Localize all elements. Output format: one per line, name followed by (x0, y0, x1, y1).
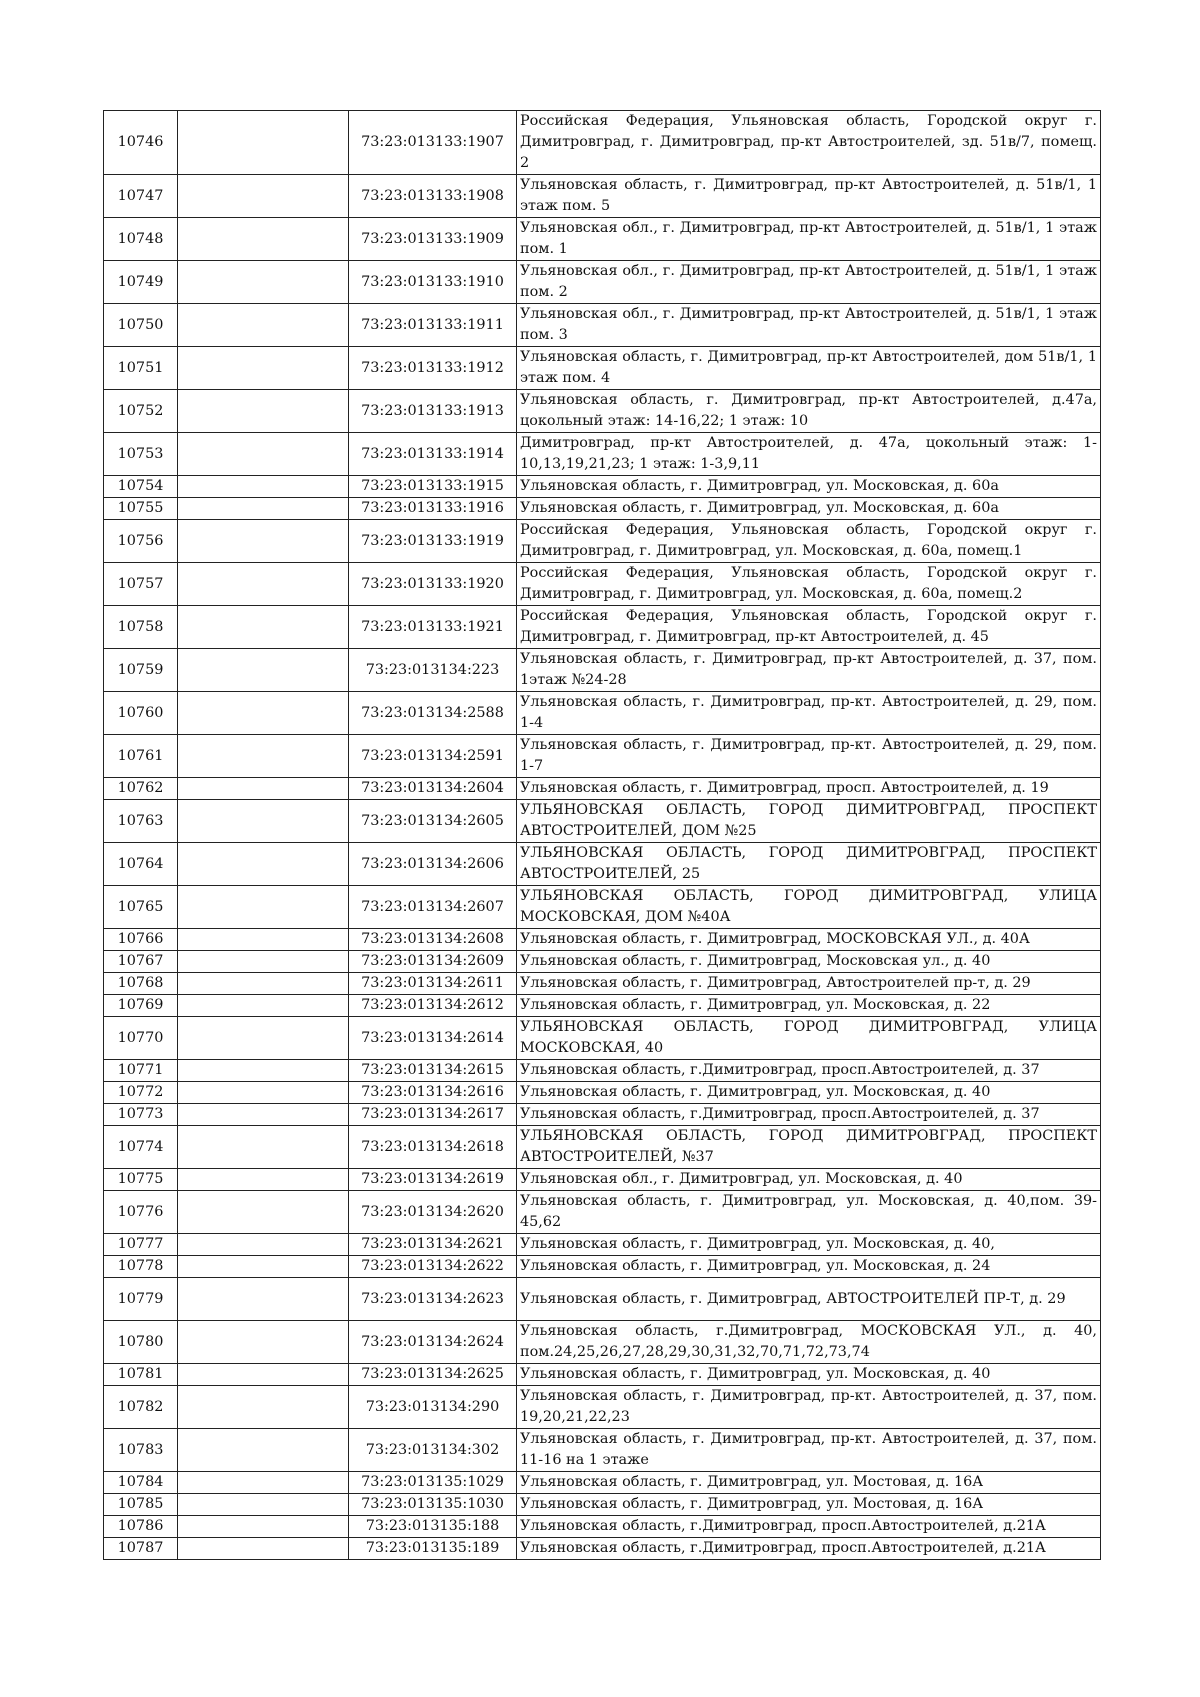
table-row (104, 498, 1101, 520)
empty-cell (178, 649, 349, 692)
table-row (104, 1472, 1101, 1494)
row-number-cell: 10749 (104, 261, 178, 304)
cadastral-number-cell: 73:23:013133:1907 (349, 111, 517, 175)
table-row (104, 175, 1101, 218)
empty-cell (178, 886, 349, 929)
table-row (104, 1060, 1101, 1082)
table-row (104, 1364, 1101, 1386)
table-row (104, 1234, 1101, 1256)
empty-cell (178, 347, 349, 390)
address-cell: Ульяновская обл., г. Димитровград, пр-кт Автостроителей, д. 51в/1, 1 этаж пом. 2 (517, 261, 1101, 304)
empty-cell (178, 1429, 349, 1472)
address-cell: Ульяновская область, г. Димитровград, ул. Московская, д. 22 (517, 995, 1101, 1017)
cadastral-number-cell: 73:23:013134:2618 (349, 1126, 517, 1169)
row-number-cell: 10778 (104, 1256, 178, 1278)
cadastral-number-cell: 73:23:013135:189 (349, 1538, 517, 1560)
address-cell: Ульяновская область, г. Димитровград, ул. Московская, д. 24 (517, 1256, 1101, 1278)
row-number-cell: 10786 (104, 1516, 178, 1538)
empty-cell (178, 433, 349, 476)
table-row (104, 843, 1101, 886)
row-number-cell: 10764 (104, 843, 178, 886)
cadastral-number-cell: 73:23:013134:2605 (349, 800, 517, 843)
cadastral-number-cell: 73:23:013133:1921 (349, 606, 517, 649)
empty-cell (178, 995, 349, 1017)
empty-cell (178, 800, 349, 843)
row-number-cell: 10783 (104, 1429, 178, 1472)
empty-cell (178, 261, 349, 304)
table-row (104, 735, 1101, 778)
row-number-cell: 10765 (104, 886, 178, 929)
cadastral-number-cell: 73:23:013134:2625 (349, 1364, 517, 1386)
empty-cell (178, 111, 349, 175)
address-cell: Ульяновская область, г. Димитровград, ул. Мостовая, д. 16А (517, 1494, 1101, 1516)
empty-cell (178, 1321, 349, 1364)
row-number-cell: 10752 (104, 390, 178, 433)
empty-cell (178, 1538, 349, 1560)
address-cell: Ульяновская область, г. Димитровград, ул. Московская, д. 40, (517, 1234, 1101, 1256)
table-row (104, 261, 1101, 304)
empty-cell (178, 929, 349, 951)
cadastral-number-cell: 73:23:013134:2614 (349, 1017, 517, 1060)
cadastral-number-cell: 73:23:013134:2604 (349, 778, 517, 800)
table-row (104, 1278, 1101, 1321)
row-number-cell: 10763 (104, 800, 178, 843)
row-number-cell: 10782 (104, 1386, 178, 1429)
table-row (104, 929, 1101, 951)
address-cell: Российская Федерация, Ульяновская область, Городской округ г. Димитровград, г. Димитровград, ул. Московская, д. 60а, помещ.1 (517, 520, 1101, 563)
table-row (104, 692, 1101, 735)
cadastral-number-cell: 73:23:013134:302 (349, 1429, 517, 1472)
table-row (104, 886, 1101, 929)
property-register-table (103, 110, 1101, 1560)
cadastral-number-cell: 73:23:013134:2612 (349, 995, 517, 1017)
address-cell: Российская Федерация, Ульяновская область, Городской округ г. Димитровград, г. Димитровград, пр-кт Автостроителей, д. 45 (517, 606, 1101, 649)
cadastral-number-cell: 73:23:013134:2607 (349, 886, 517, 929)
address-cell: Ульяновская область, г. Димитровград, Московская ул., д. 40 (517, 951, 1101, 973)
cadastral-number-cell: 73:23:013135:1030 (349, 1494, 517, 1516)
cadastral-number-cell: 73:23:013134:2591 (349, 735, 517, 778)
table-row (104, 1017, 1101, 1060)
row-number-cell: 10772 (104, 1082, 178, 1104)
cadastral-number-cell: 73:23:013134:2616 (349, 1082, 517, 1104)
row-number-cell: 10757 (104, 563, 178, 606)
row-number-cell: 10768 (104, 973, 178, 995)
table-row (104, 1386, 1101, 1429)
empty-cell (178, 1104, 349, 1126)
row-number-cell: 10758 (104, 606, 178, 649)
table-row (104, 433, 1101, 476)
row-number-cell: 10767 (104, 951, 178, 973)
empty-cell (178, 843, 349, 886)
cadastral-number-cell: 73:23:013134:2622 (349, 1256, 517, 1278)
address-cell: Ульяновская область, г. Димитровград, ул. Мостовая, д. 16А (517, 1472, 1101, 1494)
row-number-cell: 10761 (104, 735, 178, 778)
table-row (104, 995, 1101, 1017)
table-row (104, 520, 1101, 563)
row-number-cell: 10760 (104, 692, 178, 735)
cadastral-number-cell: 73:23:013133:1920 (349, 563, 517, 606)
cadastral-number-cell: 73:23:013134:2609 (349, 951, 517, 973)
row-number-cell: 10784 (104, 1472, 178, 1494)
empty-cell (178, 218, 349, 261)
table-row (104, 390, 1101, 433)
address-cell: Ульяновская область, г. Димитровград, пр-кт. Автостроителей, д. 37, пом. 11-16 на 1 этаже (517, 1429, 1101, 1472)
table-row (104, 1538, 1101, 1560)
address-cell: Ульяновская область, г. Димитровград, пр-кт. Автостроителей, д. 37, пом. 19,20,21,22,23 (517, 1386, 1101, 1429)
empty-cell (178, 1494, 349, 1516)
row-number-cell: 10787 (104, 1538, 178, 1560)
empty-cell (178, 476, 349, 498)
document-page (103, 110, 1100, 1560)
address-cell: УЛЬЯНОВСКАЯ ОБЛАСТЬ, ГОРОД ДИМИТРОВГРАД, УЛИЦА МОСКОВСКАЯ, 40 (517, 1017, 1101, 1060)
empty-cell (178, 563, 349, 606)
address-cell: Ульяновская обл., г. Димитровград, пр-кт Автостроителей, д. 51в/1, 1 этаж пом. 3 (517, 304, 1101, 347)
register-table-body (104, 111, 1101, 1560)
address-cell: Ульяновская область, г. Димитровград, пр-кт. Автостроителей, д. 29, пом. 1-4 (517, 692, 1101, 735)
empty-cell (178, 692, 349, 735)
address-cell: Ульяновская обл., г. Димитровград, ул. Московская, д. 40 (517, 1169, 1101, 1191)
empty-cell (178, 606, 349, 649)
cadastral-number-cell: 73:23:013134:2621 (349, 1234, 517, 1256)
empty-cell (178, 1060, 349, 1082)
row-number-cell: 10756 (104, 520, 178, 563)
address-cell: Ульяновская область, г. Димитровград, пр-кт Автостроителей, дом 51в/1, 1 этаж пом. 4 (517, 347, 1101, 390)
row-number-cell: 10766 (104, 929, 178, 951)
address-cell: УЛЬЯНОВСКАЯ ОБЛАСТЬ, ГОРОД ДИМИТРОВГРАД, УЛИЦА МОСКОВСКАЯ, ДОМ №40А (517, 886, 1101, 929)
empty-cell (178, 735, 349, 778)
address-cell: Ульяновская область, г.Димитровград, просп.Автостроителей, д.21А (517, 1516, 1101, 1538)
cadastral-number-cell: 73:23:013133:1910 (349, 261, 517, 304)
address-cell: Ульяновская область, г.Димитровград, просп.Автостроителей, д. 37 (517, 1060, 1101, 1082)
table-row (104, 1126, 1101, 1169)
row-number-cell: 10771 (104, 1060, 178, 1082)
address-cell: Димитровград, пр-кт Автостроителей, д. 47а, цокольный этаж: 1-10,13,19,21,23; 1 этаж: 1-3,9,11 (517, 433, 1101, 476)
table-row (104, 1429, 1101, 1472)
cadastral-number-cell: 73:23:013134:2624 (349, 1321, 517, 1364)
cadastral-number-cell: 73:23:013133:1913 (349, 390, 517, 433)
cadastral-number-cell: 73:23:013134:2617 (349, 1104, 517, 1126)
table-row (104, 476, 1101, 498)
address-cell: Ульяновская область, г. Димитровград, Автостроителей пр-т, д. 29 (517, 973, 1101, 995)
address-cell: Ульяновская область, г. Димитровград, просп. Автостроителей, д. 19 (517, 778, 1101, 800)
empty-cell (178, 1278, 349, 1321)
row-number-cell: 10779 (104, 1278, 178, 1321)
row-number-cell: 10755 (104, 498, 178, 520)
table-row (104, 1191, 1101, 1234)
empty-cell (178, 498, 349, 520)
table-row (104, 1516, 1101, 1538)
empty-cell (178, 778, 349, 800)
table-row (104, 1256, 1101, 1278)
cadastral-number-cell: 73:23:013134:2620 (349, 1191, 517, 1234)
cadastral-number-cell: 73:23:013134:2615 (349, 1060, 517, 1082)
empty-cell (178, 520, 349, 563)
row-number-cell: 10775 (104, 1169, 178, 1191)
address-cell: Ульяновская область, г. Димитровград, пр-кт. Автостроителей, д. 29, пом. 1-7 (517, 735, 1101, 778)
table-row (104, 778, 1101, 800)
table-row (104, 347, 1101, 390)
table-row (104, 218, 1101, 261)
row-number-cell: 10750 (104, 304, 178, 347)
cadastral-number-cell: 73:23:013133:1911 (349, 304, 517, 347)
address-cell: Ульяновская область, г. Димитровград, МОСКОВСКАЯ УЛ., д. 40А (517, 929, 1101, 951)
cadastral-number-cell: 73:23:013135:188 (349, 1516, 517, 1538)
cadastral-number-cell: 73:23:013134:2608 (349, 929, 517, 951)
table-row (104, 304, 1101, 347)
address-cell: Ульяновская область, г. Димитровград, ул. Московская, д. 60а (517, 476, 1101, 498)
table-row (104, 111, 1101, 175)
row-number-cell: 10781 (104, 1364, 178, 1386)
address-cell: Ульяновская область, г. Димитровград, пр-кт Автостроителей, д. 37, пом. 1этаж №24-28 (517, 649, 1101, 692)
row-number-cell: 10762 (104, 778, 178, 800)
table-row (104, 1104, 1101, 1126)
address-cell: Ульяновская область, г. Димитровград, пр-кт Автостроителей, д.47а, цокольный этаж: 14-16,22; 1 этаж: 10 (517, 390, 1101, 433)
cadastral-number-cell: 73:23:013134:2623 (349, 1278, 517, 1321)
address-cell: УЛЬЯНОВСКАЯ ОБЛАСТЬ, ГОРОД ДИМИТРОВГРАД, ПРОСПЕКТ АВТОСТРОИТЕЛЕЙ, ДОМ №25 (517, 800, 1101, 843)
address-cell: Ульяновская область, г.Димитровград, просп.Автостроителей, д.21А (517, 1538, 1101, 1560)
cadastral-number-cell: 73:23:013133:1914 (349, 433, 517, 476)
row-number-cell: 10769 (104, 995, 178, 1017)
cadastral-number-cell: 73:23:013133:1909 (349, 218, 517, 261)
table-row (104, 563, 1101, 606)
row-number-cell: 10777 (104, 1234, 178, 1256)
row-number-cell: 10751 (104, 347, 178, 390)
row-number-cell: 10748 (104, 218, 178, 261)
empty-cell (178, 1017, 349, 1060)
row-number-cell: 10780 (104, 1321, 178, 1364)
row-number-cell: 10759 (104, 649, 178, 692)
row-number-cell: 10773 (104, 1104, 178, 1126)
empty-cell (178, 1169, 349, 1191)
row-number-cell: 10746 (104, 111, 178, 175)
row-number-cell: 10774 (104, 1126, 178, 1169)
address-cell: Российская Федерация, Ульяновская область, Городской округ г. Димитровград, г. Димитровград, пр-кт Автостроителей, зд. 51в/7, помещ. 2 (517, 111, 1101, 175)
empty-cell (178, 1126, 349, 1169)
address-cell: УЛЬЯНОВСКАЯ ОБЛАСТЬ, ГОРОД ДИМИТРОВГРАД, ПРОСПЕКТ АВТОСТРОИТЕЛЕЙ, 25 (517, 843, 1101, 886)
table-row (104, 1494, 1101, 1516)
address-cell: Ульяновская область, г.Димитровград, просп.Автостроителей, д. 37 (517, 1104, 1101, 1126)
address-cell: Ульяновская область, г. Димитровград, ул. Московская, д. 40 (517, 1082, 1101, 1104)
empty-cell (178, 1516, 349, 1538)
cadastral-number-cell: 73:23:013133:1915 (349, 476, 517, 498)
empty-cell (178, 973, 349, 995)
address-cell: Ульяновская область, г.Димитровград, МОСКОВСКАЯ УЛ., д. 40, пом.24,25,26,27,28,29,30,31,32,70,71,72,73,74 (517, 1321, 1101, 1364)
row-number-cell: 10770 (104, 1017, 178, 1060)
table-row (104, 606, 1101, 649)
row-number-cell: 10754 (104, 476, 178, 498)
address-cell: Российская Федерация, Ульяновская область, Городской округ г. Димитровград, г. Димитровград, ул. Московская, д. 60а, помещ.2 (517, 563, 1101, 606)
address-cell: Ульяновская область, г. Димитровград, ул. Московская, д. 40,пом. 39-45,62 (517, 1191, 1101, 1234)
table-row (104, 951, 1101, 973)
table-row (104, 649, 1101, 692)
address-cell: Ульяновская обл., г. Димитровград, пр-кт Автостроителей, д. 51в/1, 1 этаж пом. 1 (517, 218, 1101, 261)
table-row (104, 800, 1101, 843)
address-cell: Ульяновская область, г. Димитровград, ул. Московская, д. 60а (517, 498, 1101, 520)
address-cell: Ульяновская область, г. Димитровград, пр-кт Автостроителей, д. 51в/1, 1 этаж пом. 5 (517, 175, 1101, 218)
row-number-cell: 10747 (104, 175, 178, 218)
row-number-cell: 10785 (104, 1494, 178, 1516)
cadastral-number-cell: 73:23:013134:290 (349, 1386, 517, 1429)
cadastral-number-cell: 73:23:013134:2588 (349, 692, 517, 735)
address-cell: Ульяновская область, г. Димитровград, АВТОСТРОИТЕЛЕЙ ПР-Т, д. 29 (517, 1278, 1101, 1321)
empty-cell (178, 1234, 349, 1256)
cadastral-number-cell: 73:23:013134:2619 (349, 1169, 517, 1191)
empty-cell (178, 1191, 349, 1234)
empty-cell (178, 304, 349, 347)
empty-cell (178, 1472, 349, 1494)
cadastral-number-cell: 73:23:013134:2606 (349, 843, 517, 886)
cadastral-number-cell: 73:23:013133:1912 (349, 347, 517, 390)
cadastral-number-cell: 73:23:013135:1029 (349, 1472, 517, 1494)
table-row (104, 1321, 1101, 1364)
empty-cell (178, 1386, 349, 1429)
table-row (104, 973, 1101, 995)
empty-cell (178, 1256, 349, 1278)
row-number-cell: 10753 (104, 433, 178, 476)
empty-cell (178, 1364, 349, 1386)
table-row (104, 1169, 1101, 1191)
empty-cell (178, 951, 349, 973)
row-number-cell: 10776 (104, 1191, 178, 1234)
empty-cell (178, 175, 349, 218)
empty-cell (178, 1082, 349, 1104)
cadastral-number-cell: 73:23:013133:1916 (349, 498, 517, 520)
cadastral-number-cell: 73:23:013133:1919 (349, 520, 517, 563)
table-row (104, 1082, 1101, 1104)
address-cell: Ульяновская область, г. Димитровград, ул. Московская, д. 40 (517, 1364, 1101, 1386)
cadastral-number-cell: 73:23:013133:1908 (349, 175, 517, 218)
cadastral-number-cell: 73:23:013134:2611 (349, 973, 517, 995)
address-cell: УЛЬЯНОВСКАЯ ОБЛАСТЬ, ГОРОД ДИМИТРОВГРАД, ПРОСПЕКТ АВТОСТРОИТЕЛЕЙ, №37 (517, 1126, 1101, 1169)
empty-cell (178, 390, 349, 433)
cadastral-number-cell: 73:23:013134:223 (349, 649, 517, 692)
